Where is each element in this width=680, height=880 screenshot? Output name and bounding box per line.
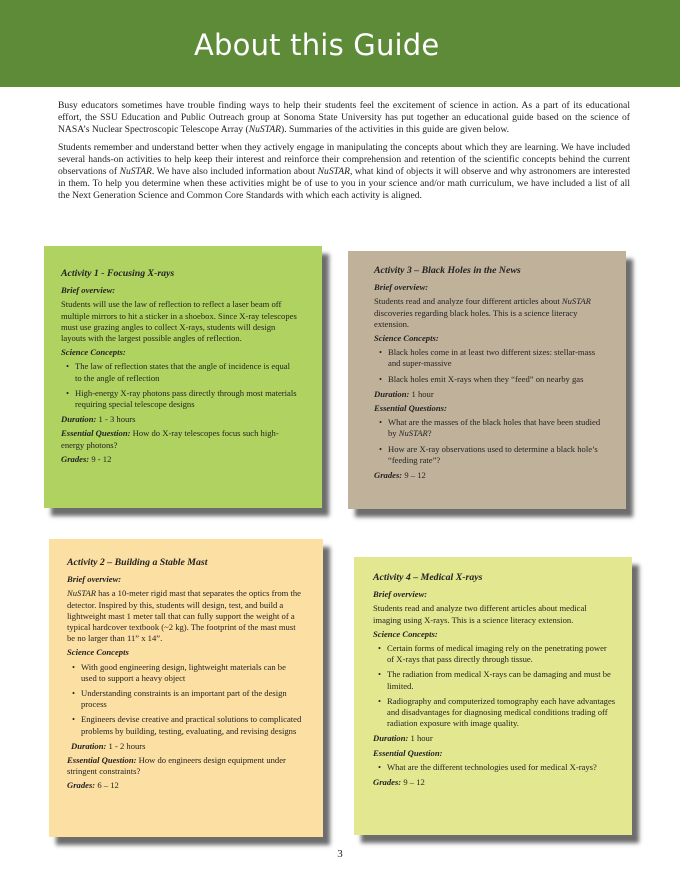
grades-value: 9 – 12: [403, 777, 425, 788]
list-item: • Engineers devise creative and practical solutions to complicated problems by building, testing, evaluating, and revising designs: [67, 714, 303, 736]
duration-value: 1 - 3 hours: [98, 414, 136, 425]
list-item: • How are X-ray observations used to determine a black hole’s “feeding rate”?: [374, 444, 602, 466]
overview-label: Brief overview:: [67, 574, 122, 585]
list-item: • The law of reflection states that the angle of incidence is equal to the angle of reflection: [61, 361, 298, 383]
duration-label: Duration:: [61, 414, 97, 425]
intro-paragraph-1: Busy educators sometimes have trouble finding ways to help their students feel the excitement of science in action. As a part of its educational effort, the SSU Education and Public Outreach group at Sonoma State University has put together an educational guide based on the science of NASA’s Nuclear Spectroscopic Telescope Array (NuSTAR). Summaries of the activities in this guide are given below.: [58, 100, 630, 135]
concepts-list: [61, 361, 298, 410]
activity-title: Activity 3 – Black Holes in the News: [374, 265, 521, 276]
concepts-label: Science Concepts: [67, 647, 129, 658]
duration-row: [67, 741, 303, 752]
duration-value: 1 hour: [410, 733, 433, 744]
page-header: [0, 0, 680, 87]
activity-3-card: [348, 251, 626, 509]
overview-text: Students will use the law of reflection to reflect a laser beam off multiple mirrors to hit a sticker in a shoebox. Since X-ray telescopes must use grazing angles to collect X-rays, students will design layouts with the largest possible angles of reflection.: [61, 299, 297, 344]
question-row: [61, 428, 298, 450]
duration-row: [374, 389, 602, 400]
activity-title: Activity 2 – Building a Stable Mast: [67, 557, 208, 568]
concepts-list: [374, 347, 602, 385]
grades-label: Grades:: [67, 780, 96, 791]
grades-value: 9 – 12: [404, 470, 426, 481]
duration-label: Duration:: [373, 733, 409, 744]
duration-label: Duration:: [374, 388, 410, 399]
activity-title: Activity 1 - Focusing X-rays: [61, 268, 175, 279]
list-item: • Black holes come in at least two different sizes: stellar-mass and super-massive: [374, 347, 602, 369]
duration-row: [373, 733, 616, 744]
question-row: [67, 755, 303, 777]
activity-4-card: [354, 557, 632, 835]
page-title: About this Guide: [194, 28, 440, 62]
grades-value: 6 – 12: [97, 780, 119, 791]
duration-value: 1 hour: [411, 388, 434, 399]
questions-list: [374, 417, 602, 466]
list-item: • What are the masses of the black holes that have been studied by NuSTAR?: [374, 417, 602, 439]
grades-value: 9 - 12: [91, 453, 112, 464]
overview-label: Brief overview:: [61, 285, 116, 296]
grades-row: [373, 777, 616, 788]
question-label: Essential Question:: [67, 755, 137, 766]
grades-label: Grades:: [61, 453, 90, 464]
duration-label: Duration:: [71, 740, 107, 751]
overview-label: Brief overview:: [373, 589, 428, 600]
concepts-list: [67, 662, 303, 737]
list-item: • With good engineering design, lightweight materials can be used to support a heavy object: [67, 662, 303, 684]
question-text: How do engineers design equipment under stringent constraints?: [67, 755, 286, 777]
overview-label: Brief overview:: [374, 282, 429, 293]
grades-row: [67, 780, 303, 791]
concepts-label: Science Concepts:: [61, 347, 126, 358]
list-item: • Black holes emit X-rays when they “feed” on nearby gas: [374, 374, 602, 385]
questions-list: [373, 762, 616, 773]
list-item: • What are the different technologies used for medical X-rays?: [373, 762, 616, 773]
concepts-list: [373, 643, 616, 729]
overview-text: NuSTAR has a 10-meter rigid mast that separates the optics from the detector. Inspired by this, students will design, test, and build a lightweight mast 1 meter tall that can fully support the weight of a typical hardcover textbook (~2 kg). The footprint of the mast must be no larger than 11” x 14”.: [67, 588, 301, 644]
intro-paragraph-2: Students remember and understand better when they actively engage in manipulating the concepts about which they are learning. We have included several hands-on activities to help keep their interest and reinforce their comprehension and retention of the scientific concepts behind the current observations of NuSTAR. We have also included information about NuSTAR, what kind of objects it will observe and why astronomers are interested in them. To help you determine when these activities might be of use to you in your science and/or math curriculum, we have included a list of all the Next Generation Science and Common Core Standards with which each activity is aligned.: [58, 142, 630, 201]
grades-row: [374, 470, 602, 481]
overview-text: Students read and analyze four different articles about NuSTAR discoveries regarding black holes. This is a science literacy extension.: [374, 296, 591, 329]
list-item: • Certain forms of medical imaging rely on the penetrating power of X-rays that pass directly through tissue.: [373, 643, 616, 665]
grades-label: Grades:: [374, 470, 403, 481]
question-label: Essential Question:: [61, 428, 131, 439]
activity-1-card: [44, 246, 322, 508]
concepts-label: Science Concepts:: [374, 333, 439, 344]
duration-value: 1 - 2 hours: [108, 740, 146, 751]
list-item: • The radiation from medical X-rays can be damaging and must be limited.: [373, 669, 616, 691]
activity-title: Activity 4 – Medical X-rays: [373, 572, 483, 583]
activity-2-card: [49, 539, 323, 837]
list-item: • High-energy X-ray photons pass directly through most materials requiring special telescope designs: [61, 388, 298, 410]
overview-text: Students read and analyze two different articles about medical imaging using X-rays. This is a science literacy extension.: [373, 603, 587, 625]
questions-label: Essential Questions:: [374, 403, 447, 414]
page-number: 3: [337, 848, 343, 860]
grades-label: Grades:: [373, 777, 402, 788]
question-label: Essential Question:: [373, 747, 443, 758]
list-item: • Radiography and computerized tomography each have advantages and disadvantages for diagnosing medical conditions trading off radiation exposure with image quality.: [373, 696, 616, 730]
concepts-label: Science Concepts:: [373, 628, 438, 639]
list-item: • Understanding constraints is an important part of the design process: [67, 688, 303, 710]
intro-section: [58, 100, 630, 208]
grades-row: [61, 454, 298, 465]
question-text: How do X-ray telescopes focus such high-energy photons?: [61, 428, 279, 450]
duration-row: [61, 414, 298, 425]
